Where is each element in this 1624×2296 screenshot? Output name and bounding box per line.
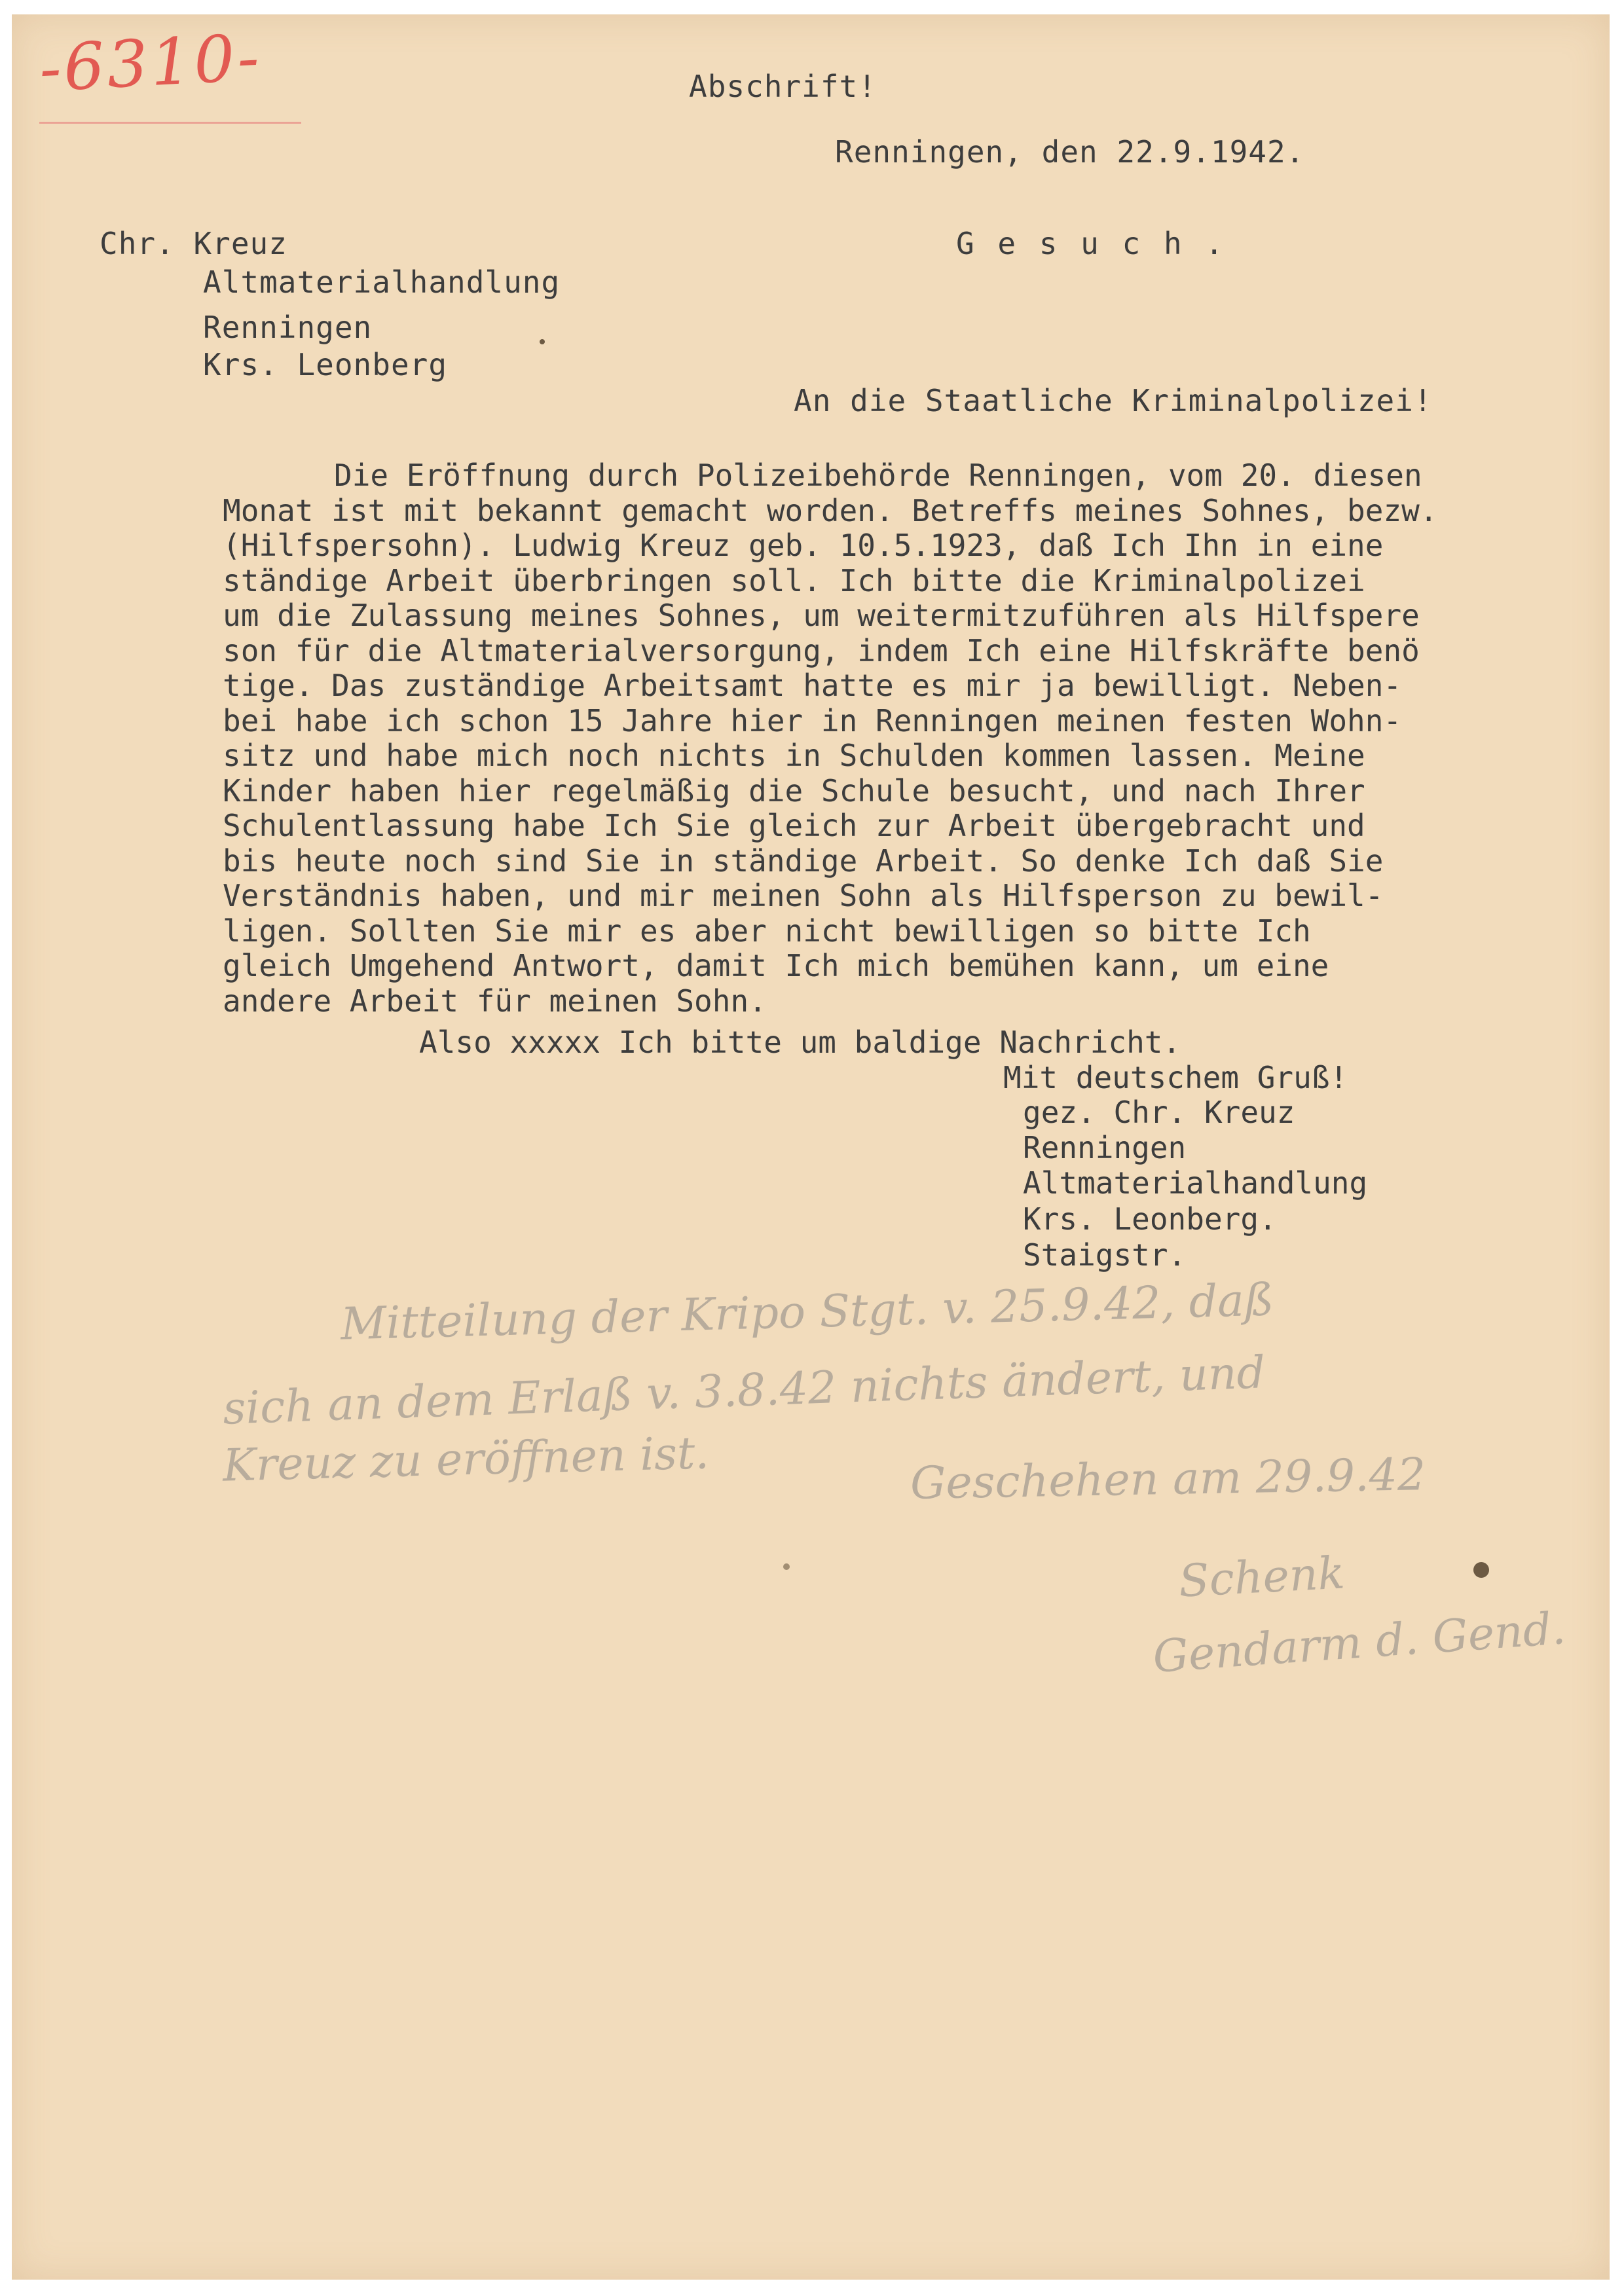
body-line: gleich Umgehend Antwort, damit Ich mich bemühen kann, um eine <box>223 948 1329 983</box>
sender-district: Krs. Leonberg <box>203 347 448 382</box>
ink-speck <box>783 1563 790 1570</box>
archive-number: -6310- <box>37 20 264 107</box>
recipient-line: An die Staatliche Kriminalpolizei! <box>794 383 1433 418</box>
body-line: Die Eröffnung durch Polizeibehörde Renningen, vom 20. diesen <box>334 458 1422 493</box>
request-line: Also xxxxx Ich bitte um baldige Nachricht. <box>419 1025 1181 1060</box>
body-line: ligen. Sollten Sie mir es aber nicht bewilligen so bitte Ich <box>223 913 1311 949</box>
ink-speck <box>1473 1562 1489 1578</box>
body-line: ständige Arbeit überbringen soll. Ich bitte die Kriminalpolizei <box>223 562 1365 598</box>
ink-speck <box>540 339 545 344</box>
handwritten-note-line: Mitteilung der Kripo Stgt. v. 25.9.42, daß <box>340 1274 1275 1351</box>
closing-signed: gez. Chr. Kreuz <box>1023 1095 1295 1130</box>
handwritten-rank: Gendarm d. Gend. <box>1151 1603 1568 1683</box>
body-line: bei habe ich schon 15 Jahre hier in Renningen meinen festen Wohn- <box>223 702 1402 738</box>
body-line: sitz und habe mich noch nichts in Schulden kommen lassen. Meine <box>223 738 1365 773</box>
body-line: Schulentlassung habe Ich Sie gleich zur Arbeit übergebracht und <box>223 808 1365 843</box>
body-line: andere Arbeit für meinen Sohn. <box>223 983 767 1019</box>
handwritten-note-line: sich an dem Erlaß v. 3.8.42 nichts ändert, und <box>222 1347 1266 1435</box>
sender-business: Altmaterialhandlung <box>203 264 561 300</box>
handwritten-signature: Schenk <box>1177 1547 1346 1608</box>
handwritten-note-line: Geschehen am 29.9.42 <box>910 1449 1426 1510</box>
closing-district: Krs. Leonberg. <box>1023 1201 1277 1237</box>
body-line: Monat ist mit bekannt gemacht worden. Betreffs meines Sohnes, bezw. <box>223 492 1438 528</box>
body-line: um die Zulassung meines Sohnes, um weitermitzuführen als Hilfspere <box>223 598 1420 633</box>
closing-town: Renningen <box>1023 1130 1187 1165</box>
red-underline <box>39 122 301 124</box>
closing-greeting: Mit deutschem Gruß! <box>1003 1060 1348 1095</box>
body-line: tige. Das zuständige Arbeitsamt hatte es mir ja bewilligt. Neben- <box>223 668 1402 703</box>
body-line: bis heute noch sind Sie in ständige Arbeit. So denke Ich daß Sie <box>223 843 1384 879</box>
closing-street: Staigstr. <box>1023 1237 1187 1273</box>
place-date: Renningen, den 22.9.1942. <box>835 134 1305 170</box>
body-line: Verständnis haben, und mir meinen Sohn als Hilfsperson zu bewil- <box>223 878 1384 913</box>
copy-note: Abschrift! <box>689 69 877 104</box>
sender-town: Renningen <box>203 310 373 345</box>
closing-business: Altmaterialhandlung <box>1023 1165 1368 1201</box>
body-line: Kinder haben hier regelmäßig die Schule besucht, und nach Ihrer <box>223 773 1365 809</box>
sender-name: Chr. Kreuz <box>100 226 287 261</box>
handwritten-note-line: Kreuz zu eröffnen ist. <box>222 1427 710 1492</box>
body-line: (Hilfspersohn). Ludwig Kreuz geb. 10.5.1923, daß Ich Ihn in eine <box>223 528 1384 563</box>
letter-body <box>223 458 1604 1019</box>
body-line: son für die Altmaterialversorgung, indem Ich eine Hilfskräfte benö <box>223 632 1420 668</box>
subject-heading: G e s u c h . <box>956 226 1227 261</box>
